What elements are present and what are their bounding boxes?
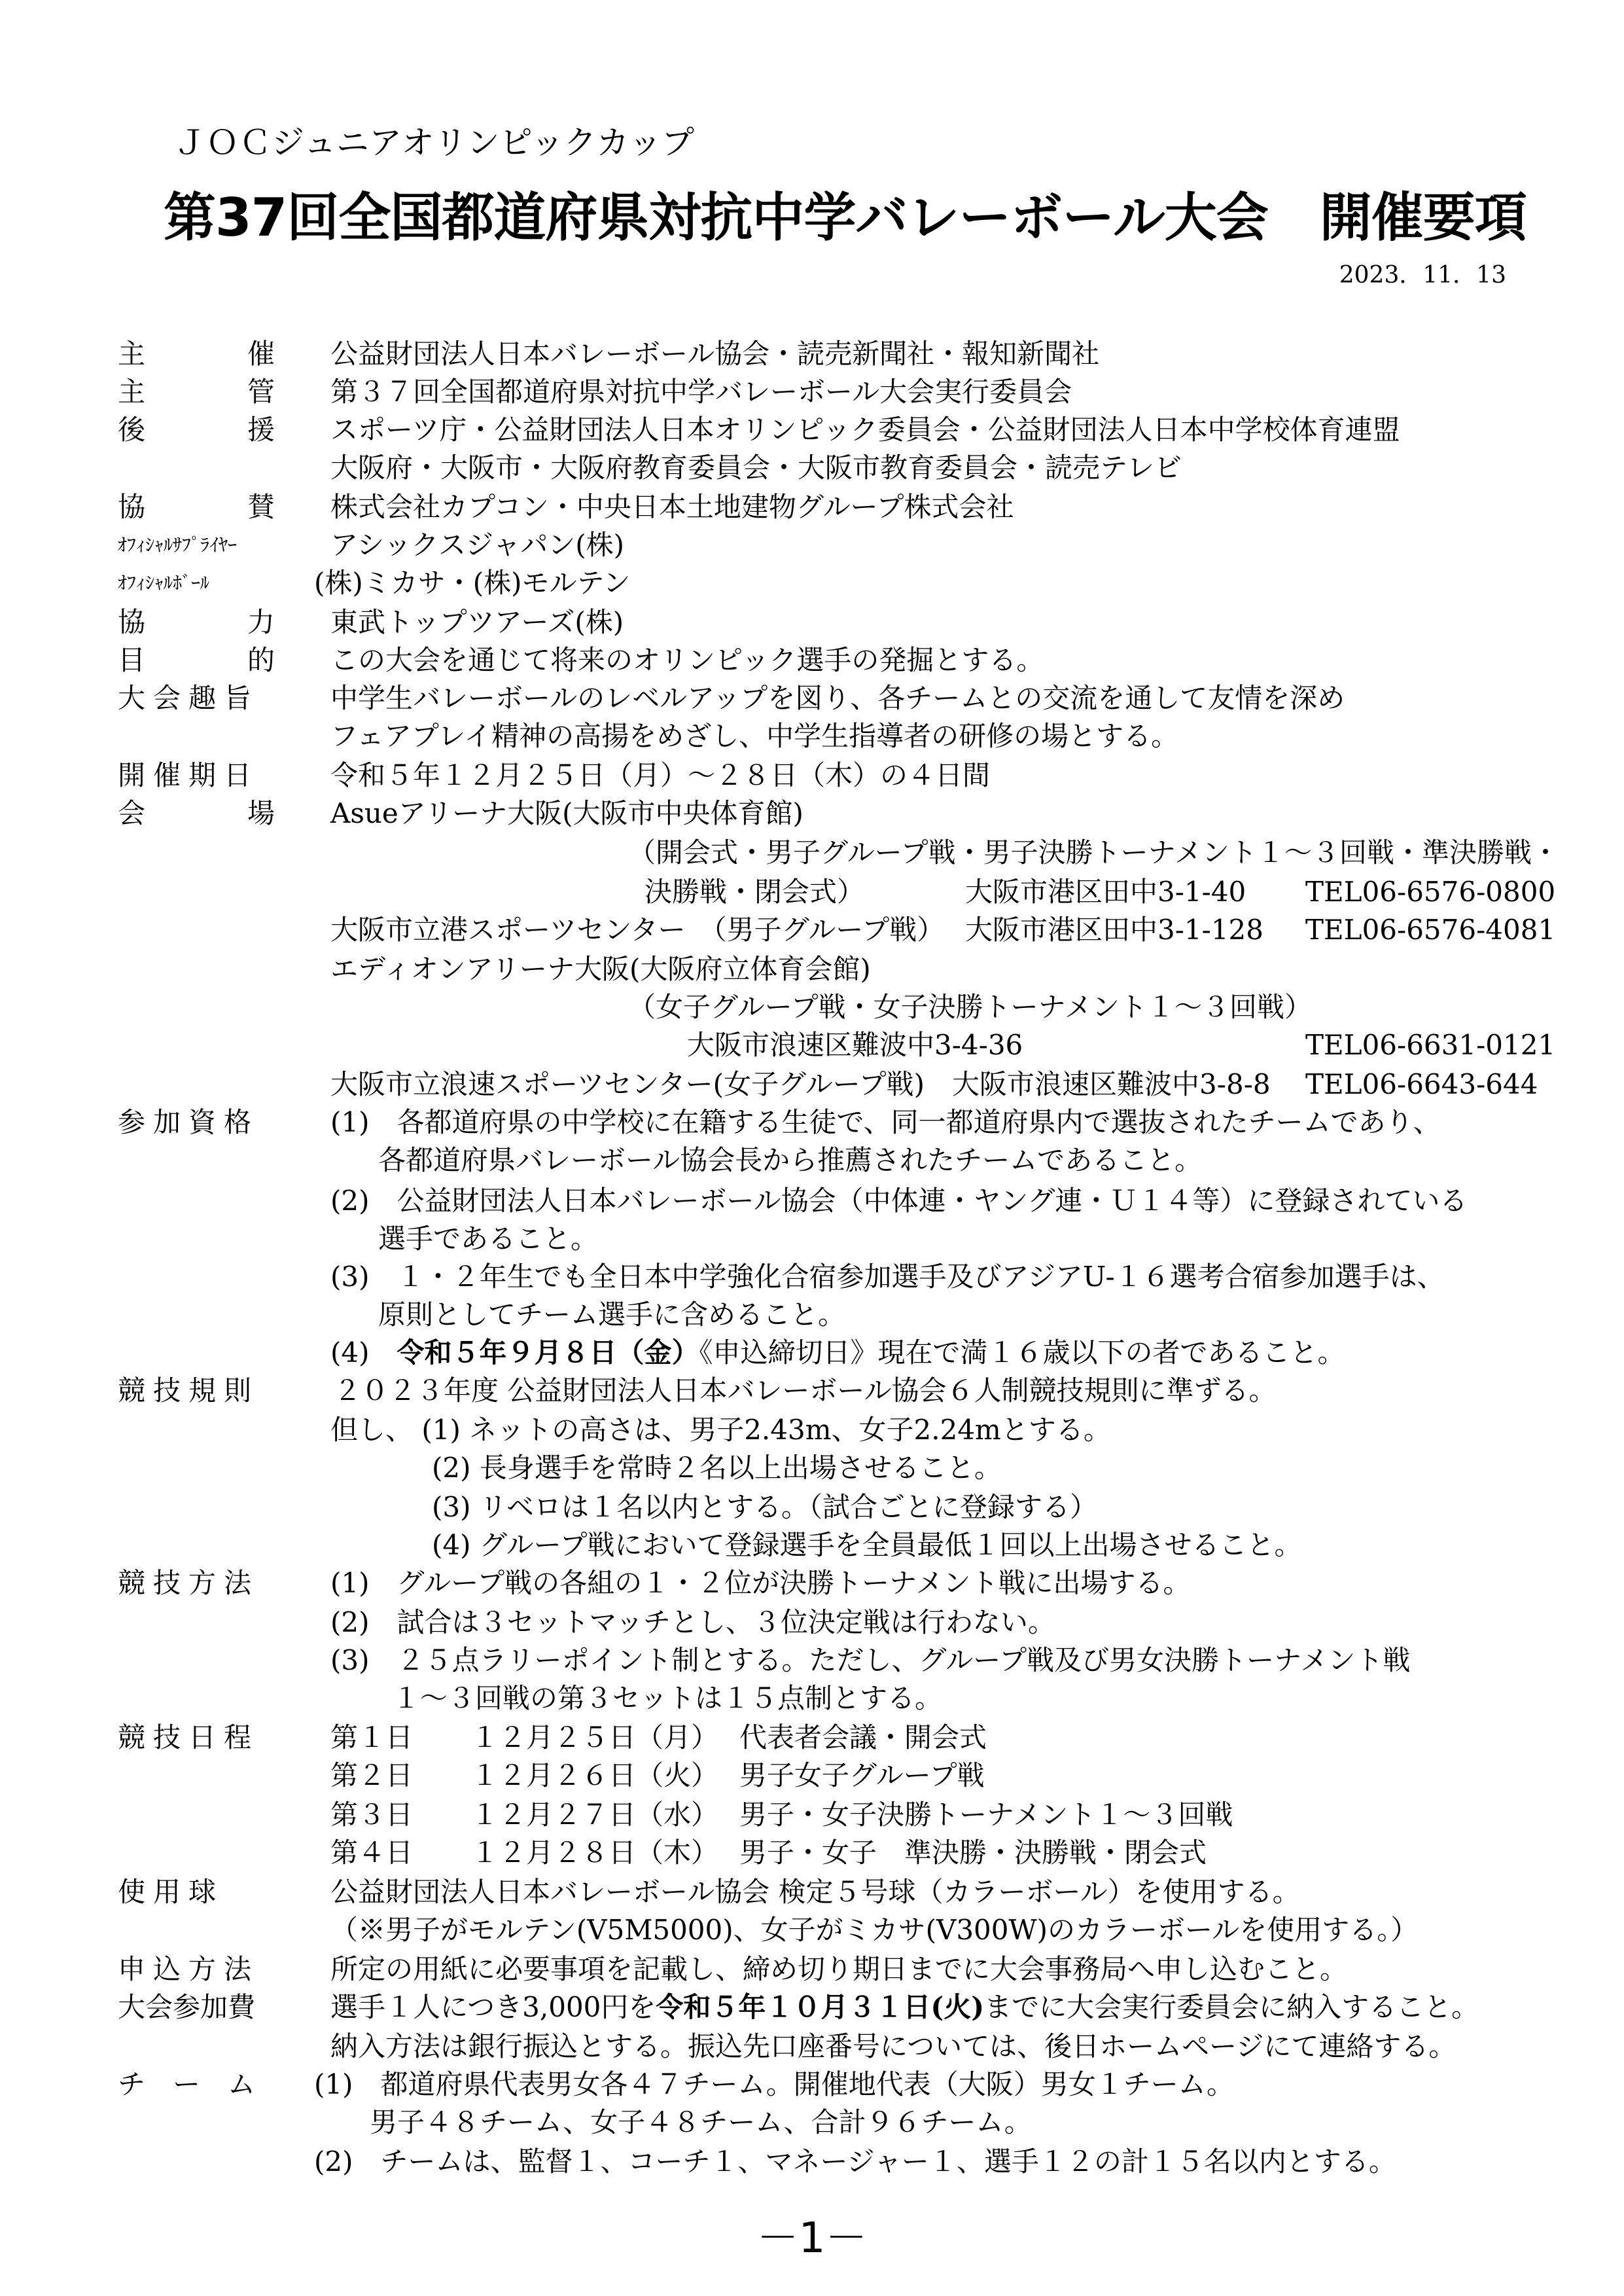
page-title: 第37回全国都道府県対抗中学バレーボール大会 開催要項 (164, 187, 1527, 248)
ball-text-2: （※男子がモルテン(V5M5000)、女子がミカサ(V300W)のカラーボールを使用する。） (330, 1914, 1419, 1946)
method-text-3a: (3) ２５点ラリーポイント制とする。ただし、グループ戦及び男女決勝トーナメント戦 (330, 1644, 1411, 1676)
eligibility-2a: (2) 公益財団法人日本バレーボール協会（中体連・ヤング連・Ｕ１４等）に登録されている (330, 1185, 1468, 1217)
official-supplier-text: アシックスジャパン(株) (330, 529, 624, 561)
organizer-text: 公益財団法人日本バレーボール協会・読売新聞社・報知新聞社 (330, 338, 1100, 370)
label-ball: 使用球 (118, 1876, 224, 1908)
venue-3-name: エディオンアリーナ大阪(大阪府立体育会館) (330, 953, 871, 985)
label-sponsor: 協 賛 (118, 491, 275, 523)
rules-text-3: (2) 長身選手を常時２名以上出場させること。 (432, 1452, 1002, 1484)
schedule-event: 代表者会議・開会式 (739, 1721, 987, 1753)
venue-2-name: 大阪市立港スポーツセンター （男子グループ戦） (330, 914, 945, 946)
venue-2-tel: TEL06-6576-4081 (1305, 914, 1556, 946)
theme-text-1: 中学生バレーボールのレベルアップを図り、各チームとの交流を通して友情を深め (330, 682, 1345, 714)
method-text-3b: １～３回戦の第３セットは１５点制とする。 (393, 1682, 943, 1714)
venue-1-name: Asueアリーナ大阪(大阪市中央体育館) (330, 797, 803, 829)
schedule-date: １２月２５日（月） (471, 1721, 719, 1753)
schedule-day: 第３日 (330, 1799, 414, 1831)
support-text-2: 大阪府・大阪市・大阪府教育委員会・大阪市教育委員会・読売テレビ (330, 452, 1182, 484)
rules-text-5: (4) グループ戦において登録選手を全員最低１回以上出場させること。 (432, 1529, 1302, 1561)
venue-1-tel: TEL06-6576-0800 (1305, 876, 1556, 908)
label-application: 申込方法 (118, 1953, 260, 1985)
label-fee: 大会参加費 (118, 1991, 256, 2023)
eligibility-4: (4) 令和５年９月８日（金）《申込締切日》現在で満１６歳以下の者であること。 (330, 1336, 1345, 1369)
application-text: 所定の用紙に必要事項を記載し、締め切り期日までに大会事務局へ申し込むこと。 (330, 1953, 1348, 1985)
page-number: －1－ (756, 2214, 868, 2263)
eligibility-1a: (1) 各都道府県の中学校に在籍する生徒で、同一都道府県内で選抜されたチームであり、 (330, 1106, 1441, 1138)
label-period: 開催期日 (118, 759, 260, 791)
label-eligibility: 参加資格 (118, 1106, 260, 1138)
purpose-text: この大会を通じて将来のオリンピック選手の発掘とする。 (330, 644, 1044, 676)
venue-3-tel: TEL06-6631-0121 (1305, 1029, 1556, 1061)
schedule-day: 第２日 (330, 1759, 414, 1791)
method-text-2: (2) 試合は３セットマッチとし、３位決定戦は行わない。 (330, 1606, 1055, 1638)
eligibility-2b: 選手であること。 (378, 1223, 599, 1255)
support-text-1: スポーツ庁・公益財団法人日本オリンピック委員会・公益財団法人日本中学校体育連盟 (330, 414, 1400, 446)
venue-3-address: 大阪市浪速区難波中3-4-36 (687, 1029, 1023, 1061)
team-text-1b: 男子４８チーム、女子４８チーム、合計９６チーム。 (370, 2106, 1032, 2138)
venue-3-note: （女子グループ戦・女子決勝トーナメント１～３回戦） (628, 991, 1312, 1023)
eligibility-4-deadline: 令和５年９月８日（金） (397, 1336, 699, 1369)
schedule-day: 第１日 (330, 1721, 414, 1753)
label-official-supplier: ｵﾌｨｼｬﾙｻﾌﾟﾗｲﾔｰ (118, 534, 238, 556)
venue-1-note-1: （開会式・男子グループ戦・男子決勝トーナメント１～３回戦・準決勝戦・ (628, 836, 1559, 869)
fee-deadline: 令和５年１０月３１日(火) (656, 1991, 985, 2023)
label-organizer: 主 催 (118, 338, 275, 370)
schedule-date: １２月２８日（木） (471, 1837, 719, 1869)
label-management: 主 管 (118, 376, 275, 408)
schedule-event: 男子女子グループ戦 (739, 1759, 985, 1791)
label-schedule: 競技日程 (118, 1721, 260, 1753)
rules-text-2: 但し、 (1) ネットの高さは、男子2.43m、女子2.24mとする。 (330, 1414, 1111, 1446)
fee-text-1: 選手１人につき3,000円を令和５年１０月３１日(火)までに大会実行委員会に納入すること。 (330, 1991, 1479, 2023)
document-date: 2023．11．13 (1339, 262, 1506, 289)
label-rules: 競技規則 (118, 1374, 260, 1407)
schedule-day: 第４日 (330, 1837, 414, 1869)
management-text: 第３７回全国都道府県対抗中学バレーボール大会実行委員会 (330, 376, 1072, 408)
cooperation-text: 東武トップツアーズ(株) (330, 606, 624, 638)
rules-text-1: ２０２３年度 公益財団法人日本バレーボール協会６人制競技規則に準ずる。 (334, 1374, 1277, 1407)
rules-text-4: (3) リベロは１名以内とする。（試合ごとに登録する） (432, 1491, 1098, 1523)
method-text-1: (1) グループ戦の各組の１・２位が決勝トーナメント戦に出場する。 (330, 1567, 1191, 1599)
eligibility-1b: 各都道府県バレーボール協会長から推薦されたチームであること。 (378, 1144, 1203, 1176)
schedule-date: １２月２６日（火） (471, 1759, 719, 1791)
schedule-date: １２月２７日（水） (471, 1799, 719, 1831)
label-official-ball: ｵﾌｨｼｬﾙﾎﾞｰﾙ (118, 572, 210, 594)
venue-4-name: 大阪市立浪速スポーツセンター(女子グループ戦) 大阪市浪速区難波中3-8-8 (330, 1068, 1271, 1100)
eligibility-3b: 原則としてチーム選手に含めること。 (378, 1299, 846, 1331)
period-text: 令和５年１２月２５日（月）～２８日（木）の４日間 (330, 759, 991, 791)
official-ball-text: (株)ミカサ・(株)モルテン (314, 567, 631, 599)
schedule-event: 男子・女子決勝トーナメント１～３回戦 (739, 1799, 1233, 1831)
venue-2-address: 大阪市港区田中3-1-128 (965, 914, 1263, 946)
venue-1-note-2: 決勝戦・閉会式） (644, 876, 865, 908)
eligibility-3a: (3) １・２年生でも全日本中学強化合宿参加選手及びアジアU-１６選考合宿参加選手は、 (330, 1261, 1445, 1293)
label-team: チ ー ム (118, 2068, 256, 2100)
label-theme: 大会趣旨 (118, 682, 260, 714)
label-purpose: 目 的 (118, 644, 275, 676)
team-text-2: (2) チームは、監督１、コーチ１、マネージャー１、選手１２の計１５名以内とする。 (314, 2145, 1396, 2178)
label-support: 後 援 (118, 414, 275, 446)
label-cooperation: 協 力 (118, 606, 275, 638)
ball-text-1: 公益財団法人日本バレーボール協会 検定５号球（カラーボール）を使用する。 (330, 1876, 1300, 1908)
event-subtitle: ＪＯＣジュニアオリンピックカップ (173, 124, 694, 162)
theme-text-2: フェアプレイ精神の高揚をめざし、中学生指導者の研修の場とする。 (330, 720, 1179, 752)
team-text-1a: (1) 都道府県代表男女各４７チーム。開催地代表（大阪）男女１チーム。 (314, 2068, 1235, 2100)
venue-4-tel: TEL06-6643-644 (1305, 1068, 1538, 1100)
schedule-event: 男子・女子 準決勝・決勝戦・閉会式 (739, 1837, 1207, 1869)
label-method: 競技方法 (118, 1567, 260, 1599)
label-venue: 会 場 (118, 797, 275, 829)
venue-1-address: 大阪市港区田中3-1-40 (965, 876, 1246, 908)
fee-text-2: 納入方法は銀行振込とする。振込先口座番号については、後日ホームページにて連絡する。 (330, 2030, 1456, 2062)
sponsor-text: 株式会社カプコン・中央日本土地建物グループ株式会社 (330, 491, 1014, 523)
